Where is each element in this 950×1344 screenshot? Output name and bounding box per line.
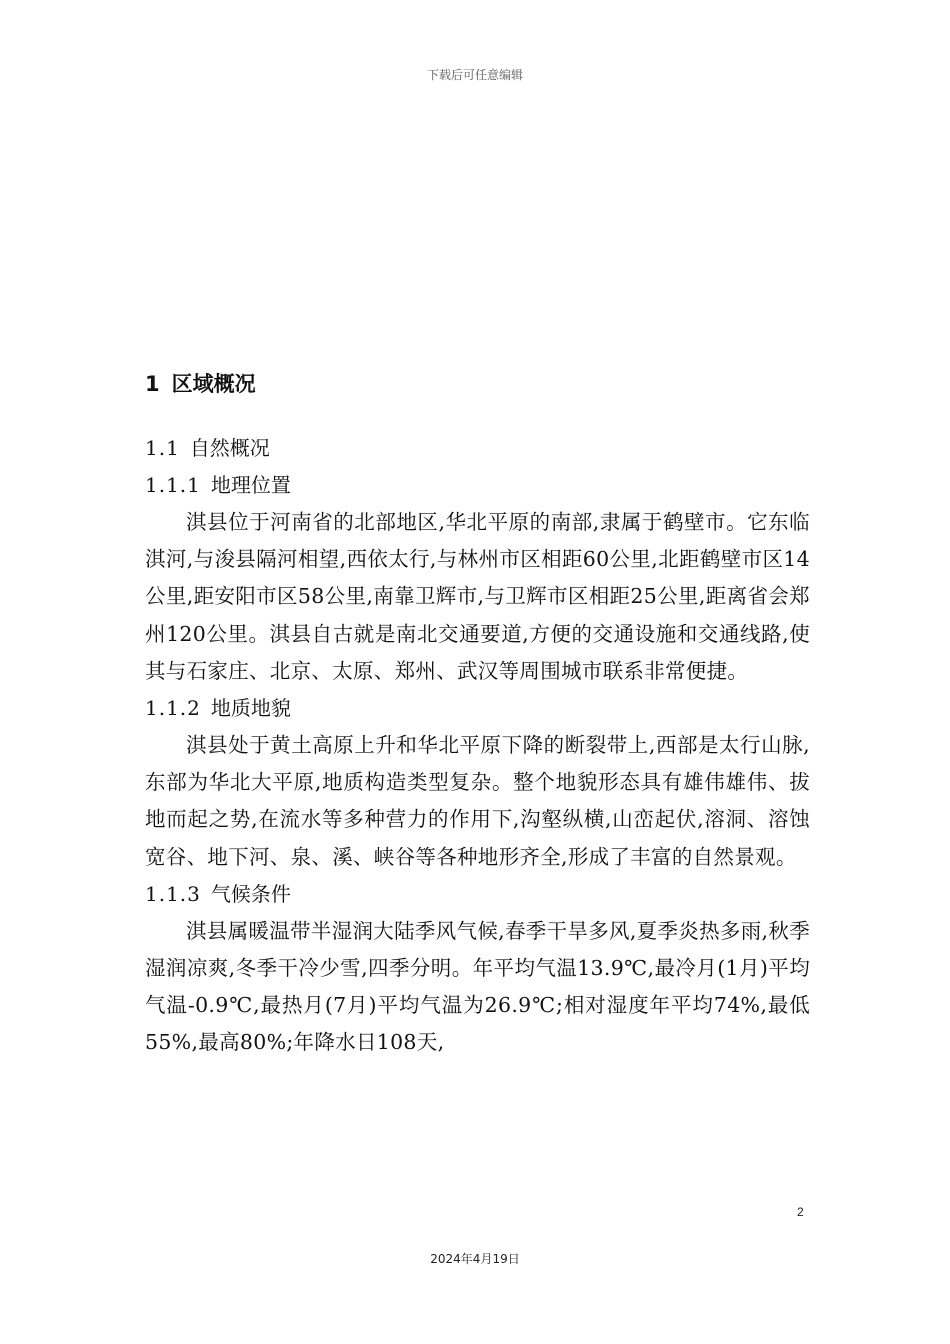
paragraph-geology: 淇县处于黄土高原上升和华北平原下降的断裂带上,西部是太行山脉,东部为华北大平原,地质构造类型复杂。整个地貌形态具有雄伟雄伟、拔地而起之势,在流水等多种营力的作用下,沟壑纵横,山峦起伏,溶洞、溶蚀宽谷、地下河、泉、溪、峡谷等各种地形齐全,形成了丰富的自然景观。: [145, 733, 810, 869]
paragraph-location: 淇县位于河南省的北部地区,华北平原的南部,隶属于鹤壁市。它东临淇河,与浚县隔河相望,西依太行,与林州市区相距60公里,北距鹤壁市区14公里,距安阳市区58公里,南靠卫辉市,与卫辉市区相距25公里,距离省会郑州120公里。淇县自古就是南北交通要道,方便的交通设施和交通线路,使其与石家庄、北京、太原、郑州、武汉等周围城市联系非常便捷。: [145, 510, 810, 683]
item-number: 1.1.2: [145, 696, 201, 721]
item-title: 地质地貌: [210, 696, 291, 721]
page-footer-date: 2024年4月19日: [430, 1252, 520, 1266]
section-title: 区域概况: [171, 372, 256, 396]
page-number: 2: [797, 1205, 804, 1219]
item-number: 1.1.1: [145, 473, 201, 497]
subsection-heading: [145, 430, 810, 467]
subsection-title: 自然概况: [189, 436, 270, 460]
item-number: 1.1.3: [145, 881, 201, 906]
item-heading-geology: [145, 690, 810, 727]
page-header: 下载后可任意编辑: [426, 68, 523, 82]
section-heading: [145, 364, 810, 404]
item-title: 气候条件: [210, 881, 291, 906]
item-title: 地理位置: [210, 473, 291, 497]
document-body: [145, 364, 810, 1062]
subsection-number: 1.1: [145, 436, 180, 460]
item-heading-climate: [145, 876, 810, 913]
paragraph-climate: 淇县属暖温带半湿润大陆季风气候,春季干旱多风,夏季炎热多雨,秋季湿润凉爽,冬季干冷少雪,四季分明。年平均气温13.9℃,最冷月(1月)平均气温-0.9℃,最热月(7月)平均气温为26.9℃;相对湿度年平均74%,最低55%,最高80%;年降水日108天,: [145, 918, 810, 1055]
section-number: 1: [145, 372, 160, 396]
item-heading-location: [145, 467, 810, 504]
